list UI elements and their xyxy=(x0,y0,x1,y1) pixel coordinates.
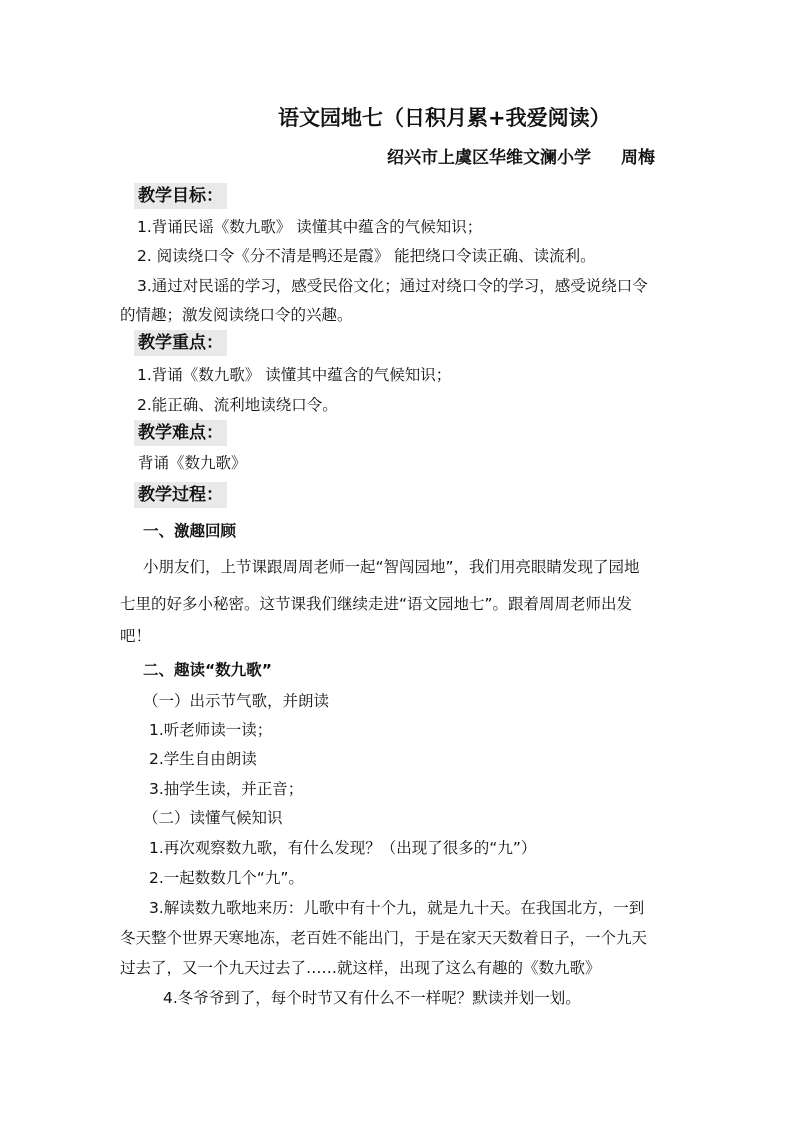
subsection-2-title: （二）读懂气候知识 xyxy=(143,809,283,827)
section-1-title: 一、激趣回顾 xyxy=(143,522,237,540)
author-line xyxy=(387,146,655,170)
key-point-item: 1.背诵《数九歌》 读懂其中蕴含的气候知识； xyxy=(137,366,452,384)
objective-item-continuation: 的情趣；激发阅读绕口令的兴趣。 xyxy=(120,306,353,324)
subsection-2-item: 1.再次观察数九歌，有什么发现？（出现了很多的“九”） xyxy=(149,839,537,857)
difficulty-heading: 教学难点： xyxy=(134,420,227,446)
subsection-2-item: 3.解读数九歌地来历：儿歌中有十个九，就是九十天。在我国北方，一到 xyxy=(149,899,645,917)
school-name: 绍兴市上虞区华维文澜小学 xyxy=(387,148,591,168)
objective-item: 3.通过对民谣的学习，感受民俗文化；通过对绕口令的学习，感受说绕口令 xyxy=(137,277,648,295)
objectives-heading: 教学目标： xyxy=(134,183,227,209)
teacher-name: 周梅 xyxy=(621,148,655,168)
process-heading: 教学过程： xyxy=(134,482,227,508)
document-title: 语文园地七（日积月累+我爱阅读） xyxy=(278,106,611,130)
subsection-2-item-continuation: 过去了，又一个九天过去了……就这样，出现了这么有趣的《数九歌》 xyxy=(120,959,601,977)
subsection-1-item: 1.听老师读一读； xyxy=(149,721,273,739)
key-point-item: 2.能正确、流利地读绕口令。 xyxy=(137,396,338,414)
section-1-paragraph: 吧！ xyxy=(120,627,152,645)
subsection-1-item: 2.学生自由朗读 xyxy=(149,750,257,768)
section-2-title: 二、趣读“数九歌” xyxy=(143,661,272,679)
subsection-2-item: 2.一起数数几个“九”。 xyxy=(149,869,304,887)
objective-item: 1.背诵民谣《数九歌》 读懂其中蕴含的气候知识； xyxy=(137,218,483,236)
subsection-1-item: 3.抽学生读，并正音； xyxy=(149,780,304,798)
objective-item: 2. 阅读绕口令《分不清是鸭还是霞》 能把绕口令读正确、读流利。 xyxy=(137,247,596,265)
key-points-heading: 教学重点： xyxy=(134,330,227,356)
subsection-1-title: （一）出示节气歌，并朗读 xyxy=(143,692,330,710)
section-1-paragraph: 小朋友们，上节课跟周周老师一起“智闯园地”，我们用亮眼睛发现了园地 xyxy=(143,558,640,576)
difficulty-text: 背诵《数九歌》 xyxy=(138,454,247,472)
section-1-paragraph: 七里的好多小秘密。这节课我们继续走进“语文园地七”。跟着周周老师出发 xyxy=(120,595,633,613)
subsection-2-item: 4.冬爷爷到了，每个时节又有什么不一样呢？默读并划一划。 xyxy=(163,989,581,1007)
subsection-2-item-continuation: 冬天整个世界天寒地冻，老百姓不能出门，于是在家天天数着日子，一个九天 xyxy=(120,929,648,947)
